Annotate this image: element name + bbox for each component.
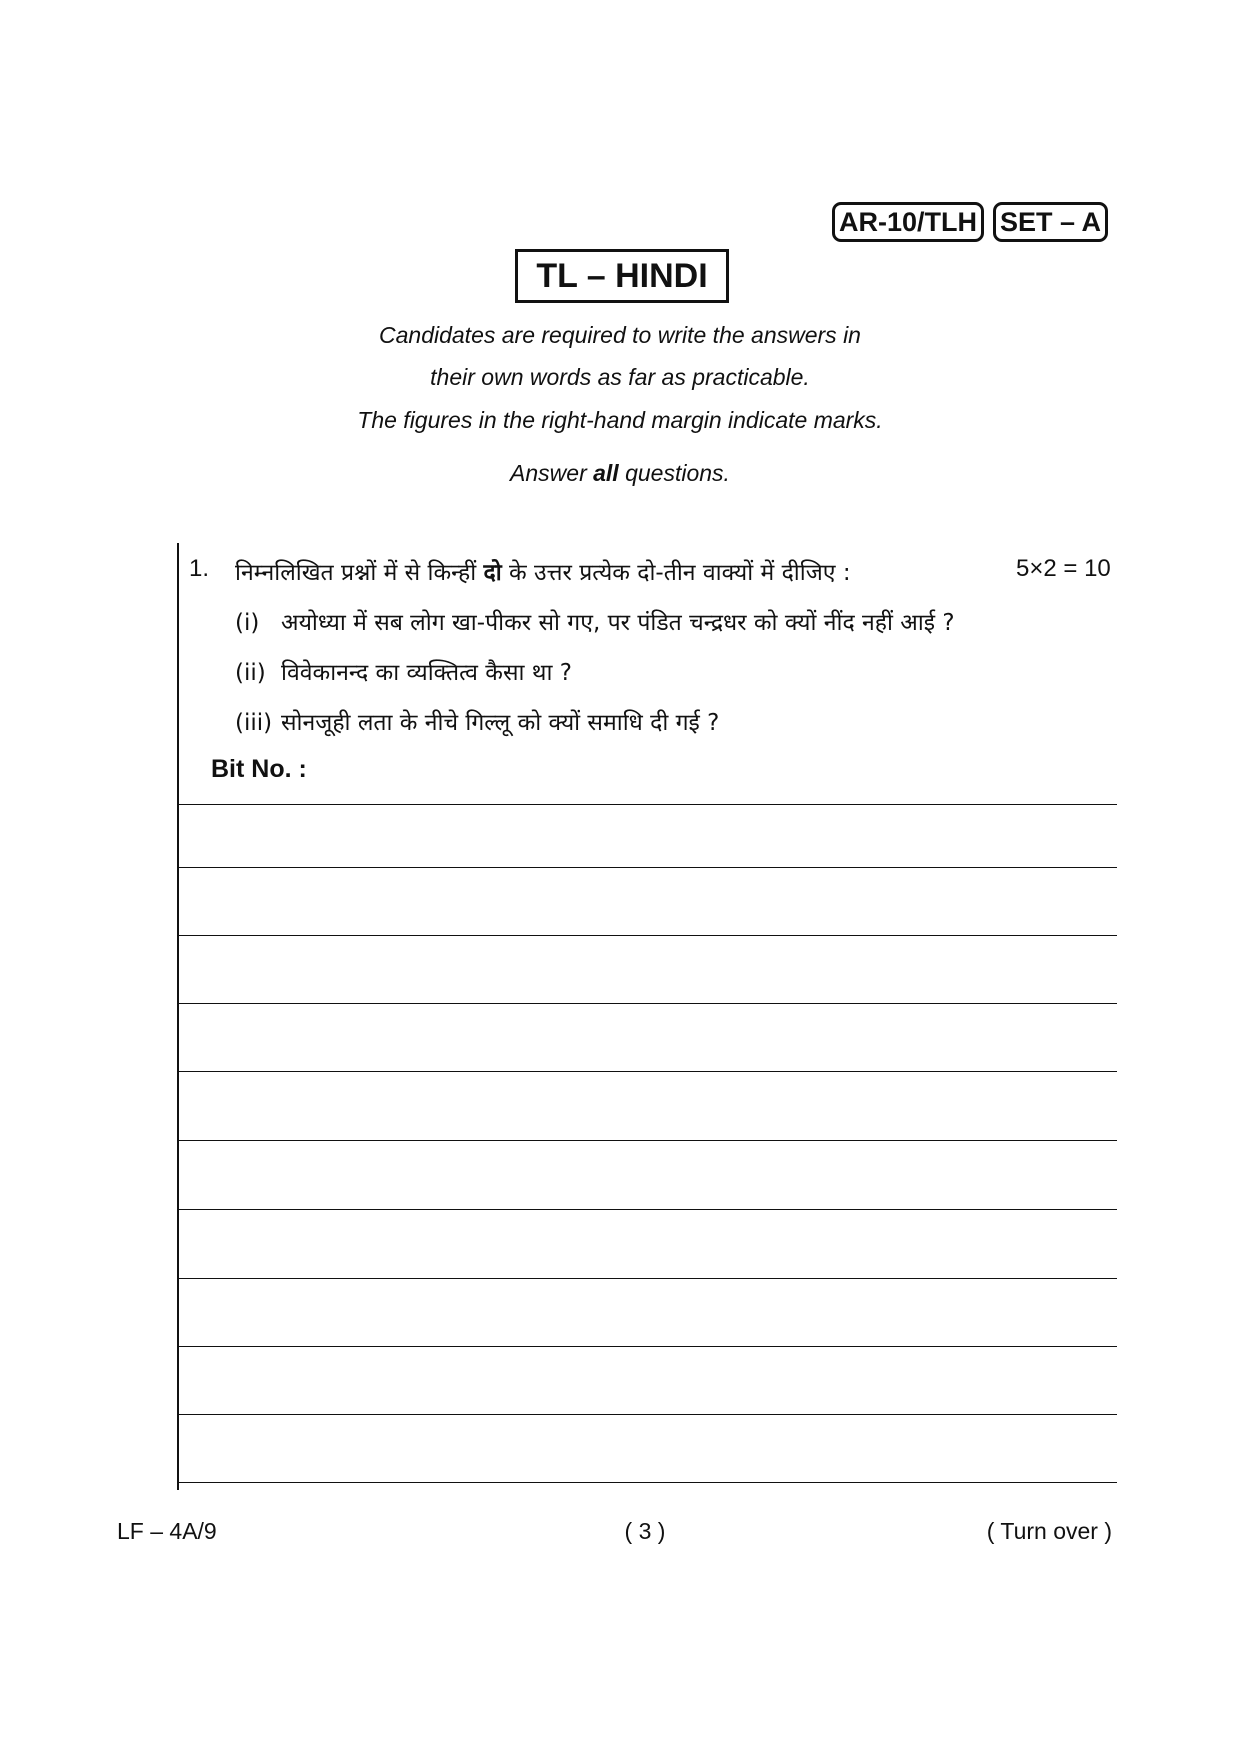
instruction-line-4 [0,460,1240,487]
answer-line [177,1278,1117,1279]
question-text [235,555,851,587]
question-text-bold: दो [483,560,502,586]
part-text: सोनजूही लता के नीचे गिल्लू को क्यों समाधि दी गई ? [281,710,720,736]
paper-title: TL – HINDI [515,249,729,303]
question-part-iii [235,705,719,737]
answer-line [177,1209,1117,1210]
instruction-line-3: The figures in the right-hand margin indicate marks. [357,407,883,433]
answer-line [177,1071,1117,1072]
turn-over-label: ( Turn over ) [986,1518,1112,1544]
part-label: (ii) [235,660,266,686]
instruction-line-1: Candidates are required to write the answers in [379,322,861,348]
part-text: विवेकानन्द का व्यक्तित्व कैसा था ? [281,660,572,686]
answer-line [177,804,1117,805]
answer-line [177,1346,1117,1347]
answer-margin-line [177,543,179,1490]
question-marks: 5×2 = 10 [1016,555,1111,582]
paper-code-badge: AR-10/TLH [832,202,984,242]
question-part-ii [235,655,572,687]
footer-code: LF – 4A/9 [117,1518,217,1544]
instruction-answer-bold: all [593,460,619,486]
answer-line [177,1482,1117,1483]
part-text: अयोध्या में सब लोग खा-पीकर सो गए, पर पंडित चन्द्रधर को क्यों नींद नहीं आई ? [281,610,955,636]
question-text-post: के उत्तर प्रत्येक दो-तीन वाक्यों में दीजिए : [501,560,851,586]
page-number: ( 3 ) [624,1518,666,1544]
bit-no-label: Bit No. : [211,755,307,783]
set-badge: SET – A [993,202,1108,242]
instruction-line-2: their own words as far as practicable. [430,364,810,390]
question-text-pre: निम्नलिखित प्रश्नों में से किन्हीं [235,560,484,586]
answer-line [177,1414,1117,1415]
instruction-answer-post: questions. [618,460,730,486]
instruction-answer-pre: Answer [510,460,594,486]
answer-line [177,867,1117,868]
question-number: 1. [189,555,210,582]
answer-line [177,1140,1117,1141]
answer-line [177,1003,1117,1004]
question-part-i [235,605,955,637]
part-label: (iii) [235,710,273,736]
answer-line [177,935,1117,936]
part-label: (i) [235,610,260,636]
